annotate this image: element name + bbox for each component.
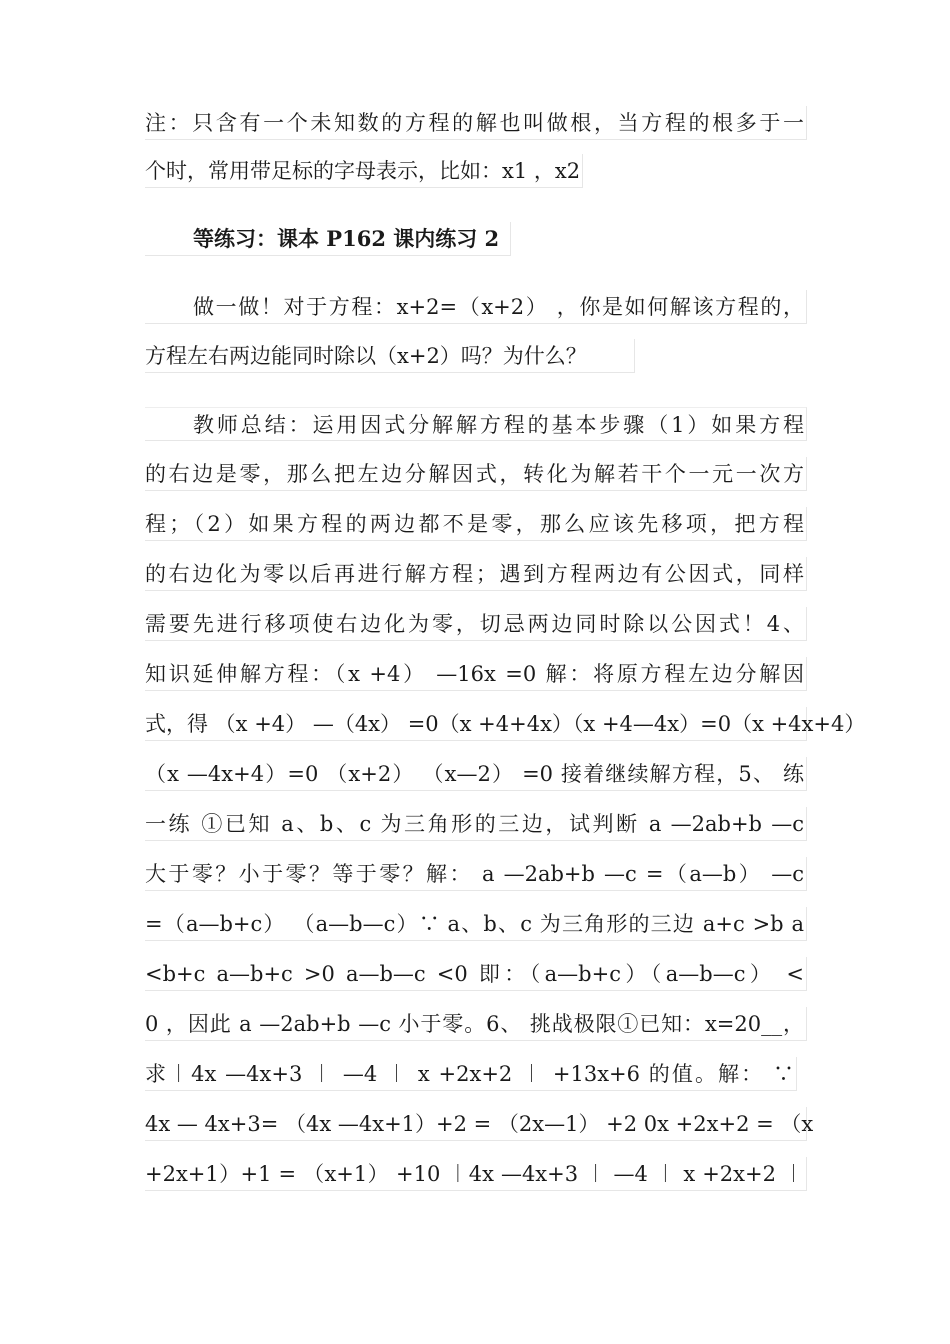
- text-line: 教师总结：运用因式分解解方程的基本步骤（1）如果方程: [145, 407, 807, 441]
- text-line: 方程左右两边能同时除以（x+2）吗？为什么？: [145, 339, 635, 373]
- text-line: 0 ，因此 a —2ab+b —c 小于零。6、 挑战极限①已知：x=20__，: [145, 1007, 807, 1041]
- text-line: 知识延伸解方程：（x +4） —16x =0 解：将原方程左边分解因: [145, 657, 807, 691]
- text-line: 求︱4x —4x+3 ︱ —4 ︱ x +2x+2 ︱ +13x+6 的值。解： ∵: [145, 1057, 797, 1091]
- text-line: 需要先进行移项使右边化为零，切忌两边同时除以公因式！4、: [145, 607, 807, 641]
- text-line: =（a—b+c） （a—b—c）∵ a、b、c 为三角形的三边 a+c >b a: [145, 907, 807, 941]
- text-line: （x —4x+4）=0 （x+2） （x—2） =0 接着继续解方程，5、 练: [145, 757, 807, 791]
- text-line: <b+c a—b+c >0 a—b—c <0 即：（a—b+c）（a—b—c） <: [145, 957, 807, 991]
- text-line: 注：只含有一个未知数的方程的解也叫做根，当方程的根多于一: [145, 106, 807, 140]
- text-line: +2x+1）+1 = （x+1） +10 ︱4x —4x+3 ︱ —4 ︱ x +2x+2 ︱: [145, 1157, 807, 1191]
- text-line: 程；（2）如果方程的两边都不是零，那么应该先移项，把方程: [145, 507, 807, 541]
- text-line: 个时，常用带足标的字母表示，比如：x1 ，x2: [145, 154, 583, 188]
- text-line: 做一做！对于方程：x+2=（x+2） ，你是如何解该方程的，: [145, 290, 807, 324]
- text-line: 的右边是零，那么把左边分解因式，转化为解若干个一元一次方: [145, 457, 807, 491]
- section-heading: 等练习：课本 P162 课内练习 2: [145, 222, 511, 256]
- text-line: 式，得 （x +4） —（4x） =0（x +4+4x）（x +4—4x）=0（x +4x+4）: [145, 707, 807, 741]
- text-line: 一练 ①已知 a、b、c 为三角形的三边，试判断 a —2ab+b —c: [145, 807, 807, 841]
- text-line: 的右边化为零以后再进行解方程；遇到方程两边有公因式，同样: [145, 557, 807, 591]
- text-line: 4x — 4x+3= （4x —4x+1）+2 = （2x—1） +2 0x +2x+2 = （x: [145, 1107, 807, 1141]
- text-line: 大于零？小于零？等于零？解： a —2ab+b —c =（a—b） —c: [145, 857, 807, 891]
